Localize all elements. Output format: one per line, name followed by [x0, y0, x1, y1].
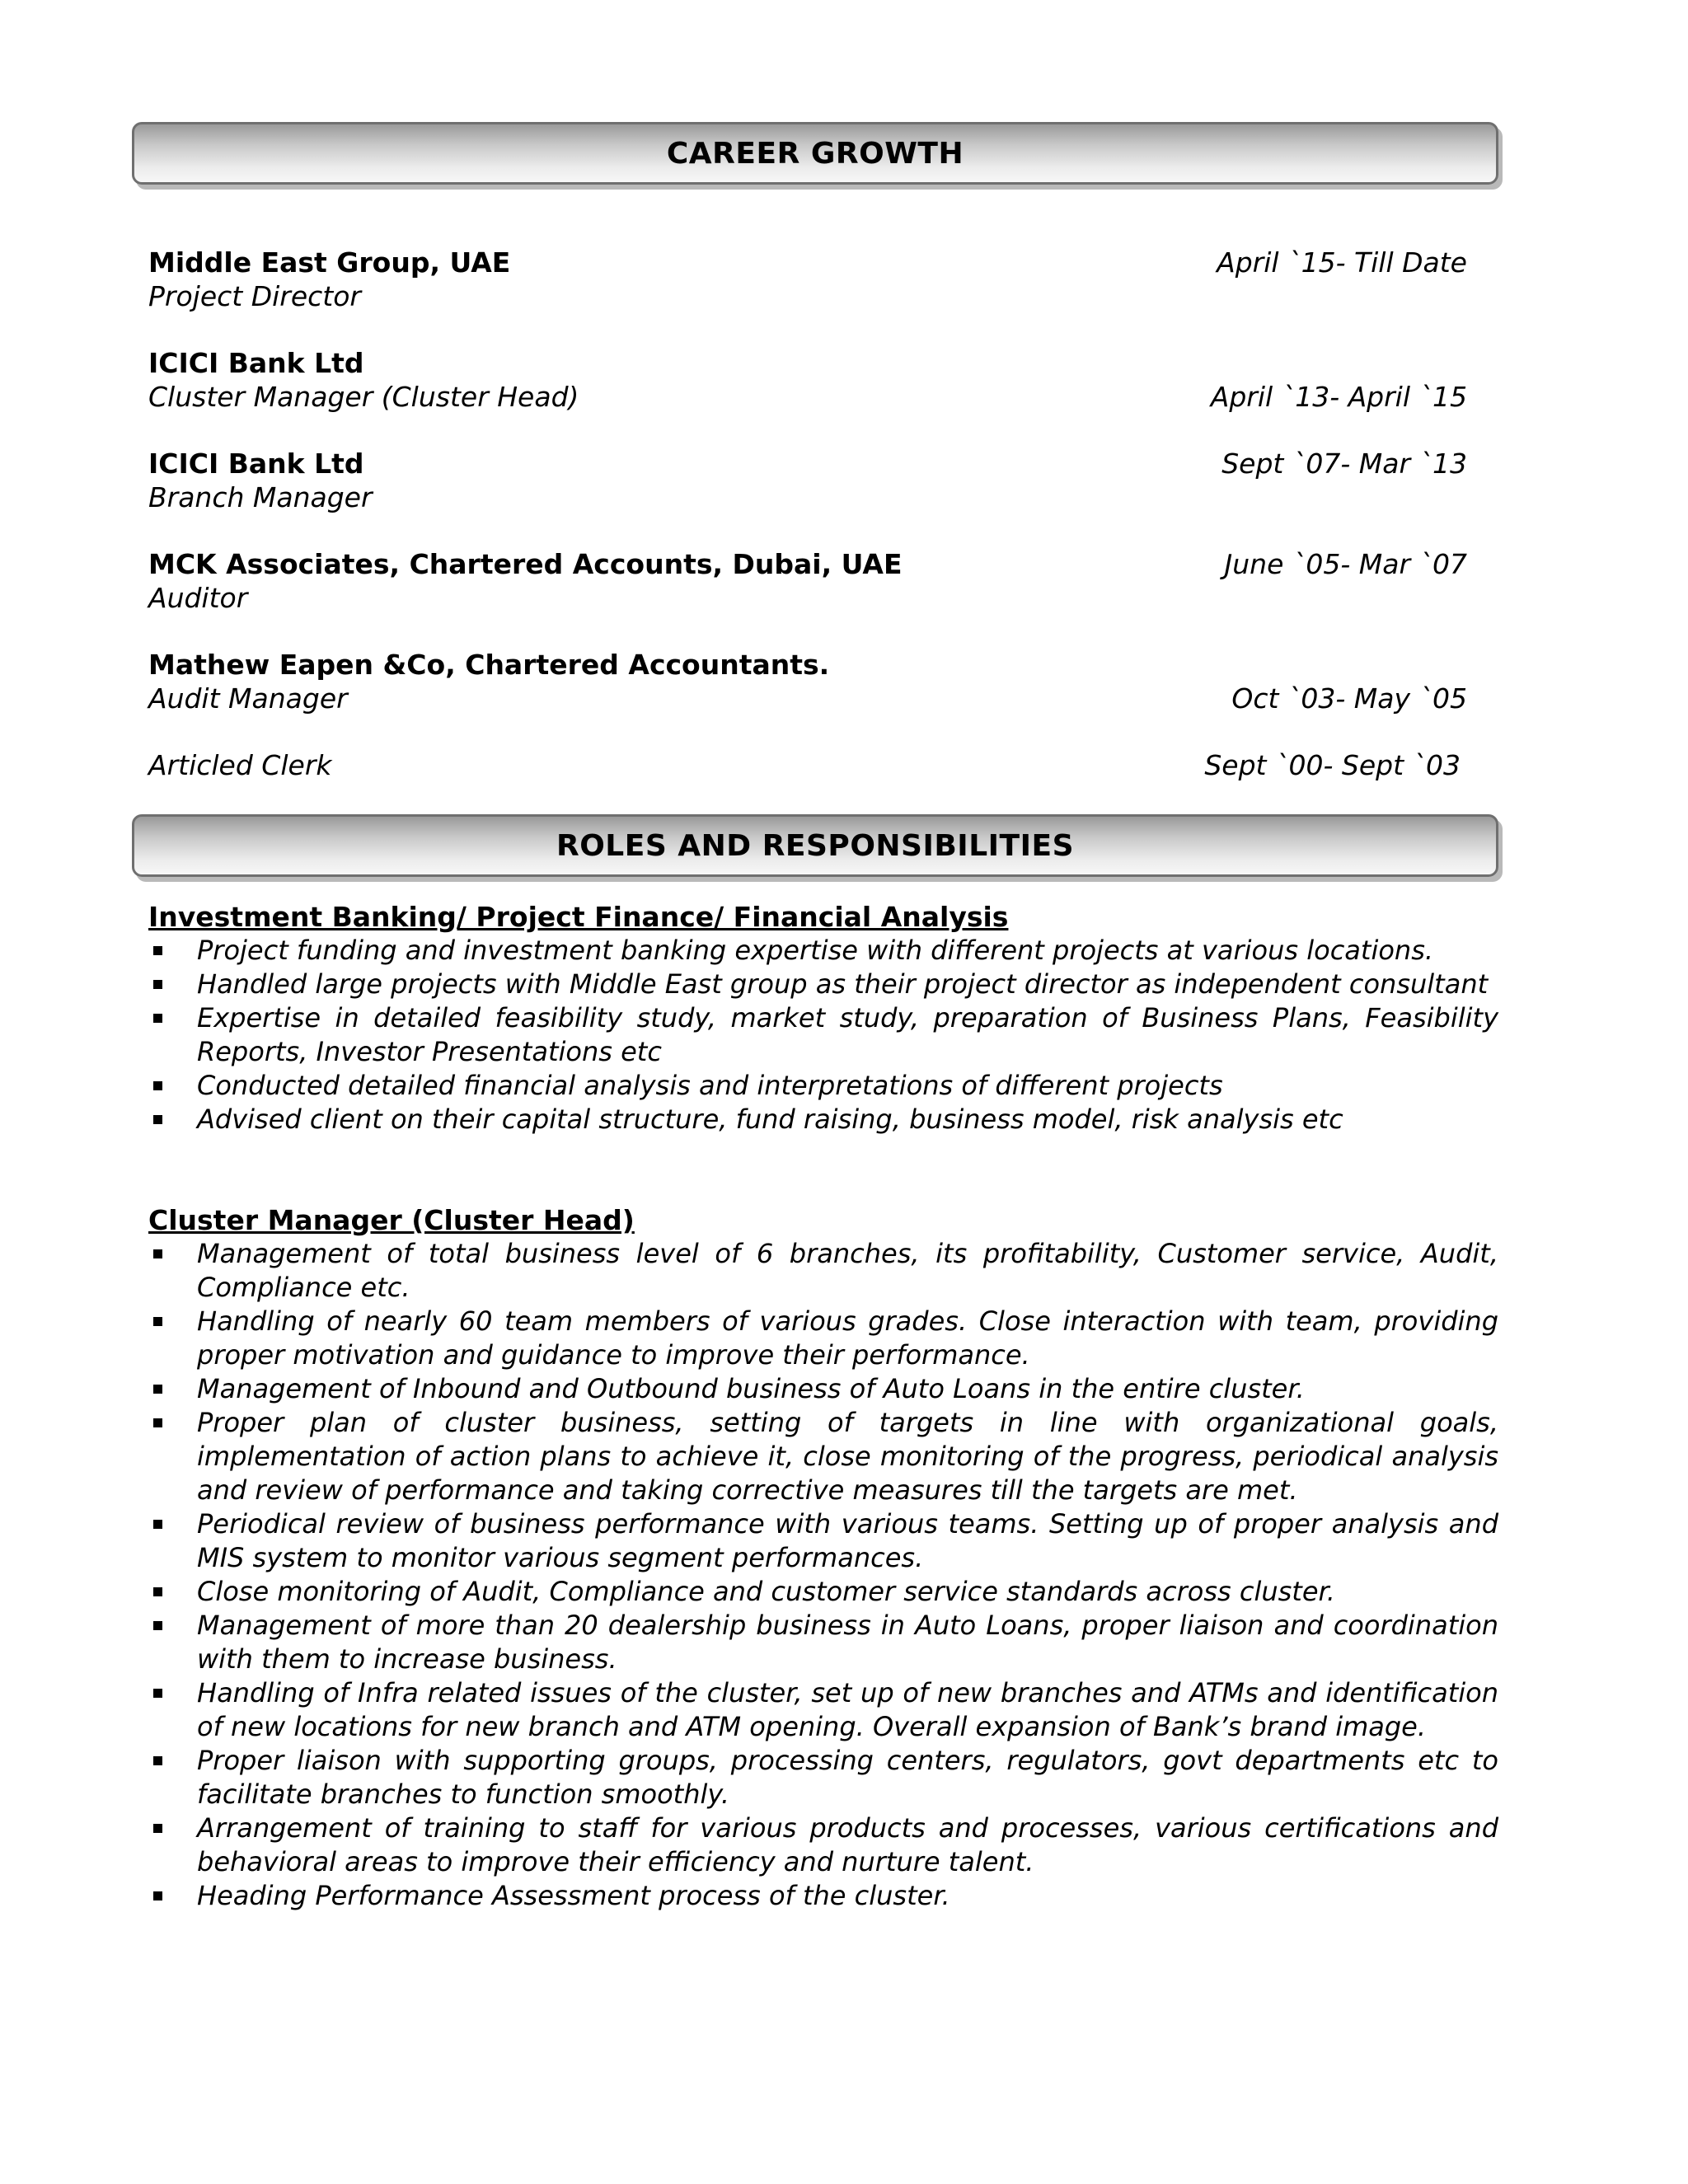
square-bullet-icon [153, 1824, 162, 1833]
resp-section-cluster-manager [148, 1203, 1498, 1913]
square-bullet-icon [153, 980, 162, 989]
list-item: Heading Performance Assessment process of the cluster. [148, 1879, 1498, 1913]
career-role: Branch Manager [148, 481, 373, 513]
career-date: Oct `03- May `05 [1231, 682, 1467, 715]
career-role: Audit Manager [148, 682, 348, 715]
resp-list [148, 1237, 1498, 1913]
list-item: Management of total business level of 6 branches, its profitability, Customer service, Audit, Compliance etc. [148, 1237, 1498, 1305]
career-role: Articled Clerk [148, 749, 332, 781]
career-entry [148, 346, 1467, 414]
square-bullet-icon [153, 1689, 162, 1698]
square-bullet-icon [153, 1891, 162, 1900]
list-item: Handling of Infra related issues of the cluster, set up of new branches and ATMs and identification of new locations for new branch and ATM opening. Overall expansion of Bank’s brand image. [148, 1676, 1498, 1744]
career-date: June `05- Mar `07 [1224, 548, 1467, 580]
career-role: Cluster Manager (Cluster Head) [148, 381, 579, 413]
resp-section-heading: Cluster Manager (Cluster Head) [148, 1204, 635, 1236]
list-item: Management of Inbound and Outbound business of Auto Loans in the entire cluster. [148, 1372, 1498, 1406]
square-bullet-icon [153, 1418, 162, 1427]
square-bullet-icon [153, 1014, 162, 1023]
resp-section-heading: Investment Banking/ Project Finance/ Financial Analysis [148, 901, 1009, 933]
square-bullet-icon [153, 946, 162, 955]
square-bullet-icon [153, 1520, 162, 1529]
roles-header [132, 814, 1498, 877]
career-date: April `13- April `15 [1210, 381, 1467, 413]
list-item: Proper plan of cluster business, setting of targets in line with organizational goals, implementation of action plans to achieve it, close monitoring of the progress, periodical analysis and review of performance and taking corrective measures till the targets are met. [148, 1406, 1498, 1507]
list-item: Conducted detailed financial analysis and interpretations of different projects [148, 1069, 1498, 1103]
career-org: ICICI Bank Ltd [148, 347, 364, 379]
list-item: Project funding and investment banking expertise with different projects at various locations. [148, 934, 1498, 968]
resp-list [148, 934, 1498, 1137]
career-entry [148, 547, 1467, 615]
career-entry [148, 748, 1467, 782]
career-growth-header [132, 122, 1498, 185]
career-growth-title: CAREER GROWTH [666, 136, 964, 171]
roles-title: ROLES AND RESPONSIBILITIES [556, 828, 1075, 863]
career-org: MCK Associates, Chartered Accounts, Dubai, UAE [148, 548, 903, 580]
career-role: Project Director [148, 280, 361, 312]
square-bullet-icon [153, 1115, 162, 1124]
square-bullet-icon [153, 1756, 162, 1765]
career-date: Sept `00- Sept `03 [1204, 749, 1461, 781]
list-item: Arrangement of training to staff for various products and processes, various certifications and behavioral areas to improve their efficiency and nurture talent. [148, 1811, 1498, 1879]
list-item: Management of more than 20 dealership business in Auto Loans, proper liaison and coordination with them to increase business. [148, 1609, 1498, 1676]
career-date: April `15- Till Date [1217, 246, 1467, 279]
career-entry [148, 447, 1467, 514]
square-bullet-icon [153, 1081, 162, 1090]
list-item: Handling of nearly 60 team members of various grades. Close interaction with team, providing proper motivation and guidance to improve their performance. [148, 1305, 1498, 1372]
career-org: ICICI Bank Ltd [148, 448, 364, 480]
square-bullet-icon [153, 1621, 162, 1630]
career-role: Auditor [148, 582, 248, 614]
list-item: Expertise in detailed feasibility study, market study, preparation of Business Plans, Feasibility Reports, Investor Presentations etc [148, 1001, 1498, 1069]
list-item: Advised client on their capital structure, fund raising, business model, risk analysis etc [148, 1103, 1498, 1137]
list-item: Proper liaison with supporting groups, processing centers, regulators, govt departments etc to facilitate branches to function smoothly. [148, 1744, 1498, 1811]
career-date: Sept `07- Mar `13 [1221, 448, 1467, 480]
career-entry [148, 648, 1467, 715]
career-org: Mathew Eapen &Co, Chartered Accountants. [148, 649, 830, 681]
square-bullet-icon [153, 1385, 162, 1394]
square-bullet-icon [153, 1587, 162, 1596]
square-bullet-icon [153, 1317, 162, 1326]
list-item: Close monitoring of Audit, Compliance and customer service standards across cluster. [148, 1575, 1498, 1609]
resp-section-investment-banking [148, 900, 1498, 1137]
list-item: Periodical review of business performance with various teams. Setting up of proper analysis and MIS system to monitor various segment performances. [148, 1507, 1498, 1575]
career-entry [148, 246, 1467, 313]
career-org: Middle East Group, UAE [148, 246, 511, 279]
list-item: Handled large projects with Middle East group as their project director as independent consultant [148, 968, 1498, 1001]
square-bullet-icon [153, 1249, 162, 1258]
